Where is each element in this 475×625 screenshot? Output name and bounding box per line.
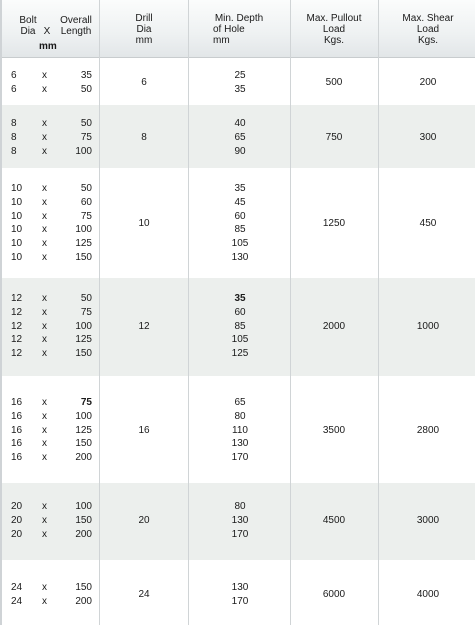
min-depth-cell: 105 xyxy=(231,238,249,250)
overall-length-cell: 75 xyxy=(80,131,92,143)
min-depth-cell: 170 xyxy=(231,452,249,464)
multiply-sign: x xyxy=(42,118,47,129)
bolt-dia-cell: 10 xyxy=(11,238,23,250)
overall-length-cell: 100 xyxy=(75,501,92,512)
bolt-dia-cell: 16 xyxy=(11,410,23,422)
shear-load-cell: 450 xyxy=(419,217,437,229)
min-depth-cell: 60 xyxy=(234,210,246,222)
overall-length-cell: 100 xyxy=(75,410,92,422)
shear-load-cell: 4000 xyxy=(416,588,440,600)
header-x-sign-label: X xyxy=(43,26,51,37)
header-shear-line1: Max. Shear xyxy=(402,13,454,24)
overall-length-cell: 150 xyxy=(75,582,92,593)
min-depth-cell: 110 xyxy=(232,424,248,436)
min-depth-cell: 65 xyxy=(234,131,246,143)
bolt-dia-cell: 10 xyxy=(11,183,23,194)
header-shear-line3: Kgs. xyxy=(417,35,438,46)
header-overall-line1: Overall xyxy=(60,15,92,26)
overall-length-cell: 35 xyxy=(80,70,92,81)
multiply-sign: x xyxy=(42,320,47,332)
min-depth-cell: 80 xyxy=(234,501,246,512)
multiply-sign: x xyxy=(42,183,47,194)
header-pullout-line3: Kgs. xyxy=(323,35,344,46)
bolt-dia-cell: 10 xyxy=(11,210,23,222)
multiply-sign: x xyxy=(42,196,47,208)
multiply-sign: x xyxy=(42,452,47,464)
drill-dia-cell: 20 xyxy=(138,514,150,526)
overall-length-cell: 150 xyxy=(75,514,92,526)
bolt-dia-cell: 6 xyxy=(11,83,17,95)
overall-length-cell: 50 xyxy=(80,183,92,194)
header-drill-dia xyxy=(101,13,187,46)
multiply-sign: x xyxy=(42,501,47,512)
multiply-sign: x xyxy=(42,306,47,318)
min-depth-cell: 65 xyxy=(234,397,246,408)
overall-length-cell: 75 xyxy=(80,306,92,318)
shear-load-cell: 2800 xyxy=(416,424,440,436)
multiply-sign: x xyxy=(42,145,47,157)
overall-length-cell: 75 xyxy=(80,210,92,222)
header-depth-line1: Min. Depth xyxy=(214,13,264,24)
table-row xyxy=(2,376,475,483)
min-depth-cell: 90 xyxy=(234,145,246,157)
overall-length-cell: 50 xyxy=(80,83,92,95)
multiply-sign: x xyxy=(42,582,47,593)
header-bolt-unit-label: mm xyxy=(39,41,57,52)
table-row xyxy=(2,560,475,625)
overall-length-cell: 150 xyxy=(75,348,92,360)
bolt-dia-cell: 20 xyxy=(11,501,23,512)
min-depth-cell: 45 xyxy=(234,196,246,208)
min-depth-cell: 35 xyxy=(234,183,246,194)
multiply-sign: x xyxy=(42,438,47,450)
multiply-sign: x xyxy=(42,83,47,95)
min-depth-cell: 130 xyxy=(231,252,249,263)
overall-length-cell: 125 xyxy=(75,334,92,346)
min-depth-cell: 170 xyxy=(231,595,249,607)
overall-length-cell: 100 xyxy=(75,145,92,157)
bolt-dia-cell: 12 xyxy=(11,334,23,346)
drill-dia-cell: 16 xyxy=(138,424,150,436)
pullout-load-cell: 500 xyxy=(325,76,343,88)
header-bolt-line1: Bolt xyxy=(19,15,37,26)
header-max-shear xyxy=(379,13,475,46)
min-depth-cell: 125 xyxy=(231,348,249,360)
drill-dia-cell: 6 xyxy=(141,76,147,88)
overall-length-cell: 100 xyxy=(75,224,92,236)
header-overall-length xyxy=(54,15,98,37)
table-row xyxy=(2,105,475,168)
header-pullout-line1: Max. Pullout xyxy=(306,13,362,24)
overall-length-cell: 60 xyxy=(80,196,92,208)
multiply-sign: x xyxy=(42,410,47,422)
header-overall-line2: Length xyxy=(60,26,92,37)
min-depth-cell: 105 xyxy=(231,334,249,346)
min-depth-cell: 25 xyxy=(234,70,246,81)
bolt-dia-cell: 20 xyxy=(11,514,23,526)
table-row xyxy=(2,58,475,105)
multiply-sign: x xyxy=(42,238,47,250)
pullout-load-cell: 750 xyxy=(325,131,343,143)
multiply-sign: x xyxy=(42,70,47,81)
overall-length-cell: 200 xyxy=(75,452,92,464)
header-depth-line2: of Hole xyxy=(213,24,245,35)
multiply-sign: x xyxy=(42,224,47,236)
min-depth-cell: 35 xyxy=(234,83,246,95)
drill-dia-cell: 10 xyxy=(138,217,150,229)
bolt-dia-cell: 16 xyxy=(11,397,23,408)
min-depth-cell: 35 xyxy=(234,293,246,304)
overall-length-cell: 100 xyxy=(75,320,92,332)
header-drill-line1: Drill xyxy=(135,13,153,24)
header-bolt-line2: Dia xyxy=(20,26,36,37)
min-depth-cell: 85 xyxy=(234,320,246,332)
overall-length-cell: 125 xyxy=(75,238,92,250)
bolt-dia-cell: 16 xyxy=(11,424,23,436)
overall-length-cell: 150 xyxy=(75,438,92,450)
bolt-dia-cell: 12 xyxy=(11,320,23,332)
header-x-sign xyxy=(41,26,53,37)
bolt-dia-cell: 10 xyxy=(11,196,23,208)
shear-load-cell: 200 xyxy=(419,76,437,88)
bolt-dia-cell: 20 xyxy=(11,528,23,540)
column-divider xyxy=(99,0,100,625)
drill-dia-cell: 8 xyxy=(141,131,147,143)
bolt-dia-cell: 12 xyxy=(11,306,23,318)
header-shear-line2: Load xyxy=(416,24,440,35)
bolt-dia-cell: 8 xyxy=(11,118,17,129)
overall-length-cell: 200 xyxy=(75,528,92,540)
shear-load-cell: 300 xyxy=(419,131,437,143)
overall-length-cell: 125 xyxy=(75,424,92,436)
bolt-dia-cell: 8 xyxy=(11,145,17,157)
column-divider xyxy=(378,0,379,625)
multiply-sign: x xyxy=(42,293,47,304)
multiply-sign: x xyxy=(42,252,47,263)
drill-dia-cell: 12 xyxy=(138,320,150,332)
bolt-dia-cell: 24 xyxy=(11,582,23,593)
table-row xyxy=(2,483,475,560)
bolt-dia-cell: 24 xyxy=(11,595,23,607)
overall-length-cell: 150 xyxy=(75,252,92,263)
pullout-load-cell: 3500 xyxy=(322,424,346,436)
bolt-dia-cell: 10 xyxy=(11,224,23,236)
shear-load-cell: 1000 xyxy=(416,320,440,332)
overall-length-cell: 50 xyxy=(80,293,92,304)
table-header xyxy=(2,0,475,58)
overall-length-cell: 75 xyxy=(80,397,92,408)
pullout-load-cell: 1250 xyxy=(322,217,346,229)
min-depth-cell: 80 xyxy=(234,410,246,422)
table-row xyxy=(2,168,475,278)
shear-load-cell: 3000 xyxy=(416,514,440,526)
multiply-sign: x xyxy=(42,595,47,607)
min-depth-cell: 170 xyxy=(231,528,249,540)
multiply-sign: x xyxy=(42,334,47,346)
multiply-sign: x xyxy=(42,131,47,143)
multiply-sign: x xyxy=(42,528,47,540)
bolt-dia-cell: 8 xyxy=(11,131,17,143)
header-depth-line3: mm xyxy=(213,35,230,46)
multiply-sign: x xyxy=(42,424,47,436)
column-divider xyxy=(290,0,291,625)
overall-length-cell: 200 xyxy=(75,595,92,607)
column-divider xyxy=(188,0,189,625)
bolt-dia-cell: 10 xyxy=(11,252,23,263)
min-depth-cell: 85 xyxy=(234,224,246,236)
table-row xyxy=(2,278,475,376)
multiply-sign: x xyxy=(42,348,47,360)
pullout-load-cell: 4500 xyxy=(322,514,346,526)
bolt-dia-cell: 12 xyxy=(11,348,23,360)
bolt-dia-cell: 16 xyxy=(11,452,23,464)
multiply-sign: x xyxy=(42,210,47,222)
multiply-sign: x xyxy=(42,397,47,408)
header-drill-line2: Dia xyxy=(136,24,152,35)
header-pullout-line2: Load xyxy=(322,24,346,35)
multiply-sign: x xyxy=(42,514,47,526)
bolt-dia-cell: 16 xyxy=(11,438,23,450)
bolt-dia-cell: 12 xyxy=(11,293,23,304)
min-depth-cell: 130 xyxy=(231,438,249,450)
pullout-load-cell: 2000 xyxy=(322,320,346,332)
header-drill-line3: mm xyxy=(135,35,153,46)
drill-dia-cell: 24 xyxy=(138,588,150,600)
min-depth-cell: 40 xyxy=(234,118,246,129)
min-depth-cell: 130 xyxy=(231,514,249,526)
header-max-pullout xyxy=(291,13,377,46)
overall-length-cell: 50 xyxy=(80,118,92,129)
min-depth-cell: 60 xyxy=(234,306,246,318)
min-depth-cell: 130 xyxy=(231,582,249,593)
pullout-load-cell: 6000 xyxy=(322,588,346,600)
header-bolt-unit xyxy=(39,41,57,52)
bolt-dia-cell: 6 xyxy=(11,70,17,81)
header-min-depth xyxy=(189,13,289,46)
